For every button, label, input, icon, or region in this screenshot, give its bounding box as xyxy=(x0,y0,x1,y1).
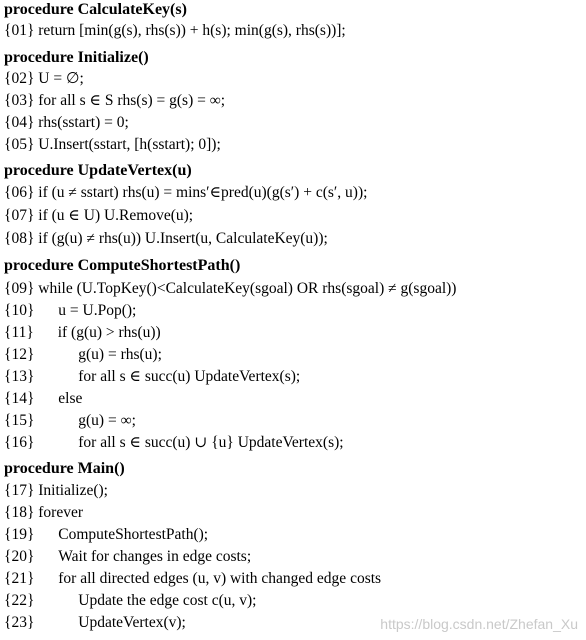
line-number: {14} xyxy=(4,390,35,407)
code-line-11 xyxy=(4,323,586,344)
line-number: {04} xyxy=(4,114,35,131)
line-code: Update the edge cost c(u, v); xyxy=(78,592,257,609)
code-line-10 xyxy=(4,301,586,322)
line-code: for all directed edges (u, v) with changed edge costs xyxy=(58,570,382,587)
line-code: forever xyxy=(38,504,84,521)
line-number: {09} xyxy=(4,280,35,297)
code-line-08 xyxy=(4,229,586,250)
code-line-15 xyxy=(4,411,586,432)
code-line-07 xyxy=(4,206,586,227)
line-number: {03} xyxy=(4,92,35,109)
line-code: U.Insert(sstart, [h(sstart); 0]); xyxy=(38,136,221,153)
line-code: U = ∅; xyxy=(38,70,84,87)
line-code: Initialize(); xyxy=(38,482,108,499)
line-number: {11} xyxy=(4,324,34,341)
line-number: {23} xyxy=(4,614,35,631)
line-number: {10} xyxy=(4,302,35,319)
code-line-14 xyxy=(4,389,586,410)
code-line-05 xyxy=(4,135,586,156)
procedure-keyword: procedure xyxy=(4,49,74,66)
line-number: {05} xyxy=(4,136,35,153)
code-line-19 xyxy=(4,525,586,546)
code-line-16 xyxy=(4,433,586,454)
line-code: while (U.TopKey()<CalculateKey(sgoal) OR rhs(sgoal) ≠ g(sgoal)) xyxy=(38,280,457,297)
code-line-22 xyxy=(4,591,586,612)
line-code: rhs(sstart) = 0; xyxy=(38,114,129,131)
line-code: return [min(g(s), rhs(s)) + h(s); min(g(s), rhs(s))]; xyxy=(38,22,346,39)
line-number: {18} xyxy=(4,504,35,521)
line-code: if (u ≠ sstart) rhs(u) = mins′∈pred(u)(g(s′) + c(s′, u)); xyxy=(38,184,368,201)
procedure-keyword: procedure xyxy=(4,460,74,477)
code-line-06 xyxy=(4,183,586,204)
code-line-01 xyxy=(4,21,586,42)
line-number: {08} xyxy=(4,230,35,247)
line-code: else xyxy=(58,390,83,407)
line-code: Wait for changes in edge costs; xyxy=(58,548,252,565)
procedure-header-calculatekey xyxy=(4,0,586,21)
line-number: {01} xyxy=(4,22,35,39)
line-number: {15} xyxy=(4,412,35,429)
procedure-header-computeshortestpath xyxy=(4,256,586,277)
line-number: {17} xyxy=(4,482,35,499)
procedure-header-initialize xyxy=(4,48,586,69)
procedure-name: ComputeShortestPath() xyxy=(77,257,241,274)
procedure-name: Initialize() xyxy=(77,49,149,66)
line-code: UpdateVertex(v); xyxy=(78,614,186,631)
code-line-03 xyxy=(4,91,586,112)
code-line-20 xyxy=(4,547,586,568)
code-line-09 xyxy=(4,279,586,300)
line-number: {21} xyxy=(4,570,35,587)
line-number: {20} xyxy=(4,548,35,565)
code-line-12 xyxy=(4,345,586,366)
procedure-name: CalculateKey(s) xyxy=(77,1,187,18)
line-code: for all s ∈ succ(u) UpdateVertex(s); xyxy=(78,368,301,385)
procedure-keyword: procedure xyxy=(4,257,74,274)
procedure-keyword: procedure xyxy=(4,1,74,18)
line-number: {12} xyxy=(4,346,35,363)
line-number: {16} xyxy=(4,434,35,451)
line-number: {22} xyxy=(4,592,35,609)
line-code: for all s ∈ S rhs(s) = g(s) = ∞; xyxy=(38,92,226,109)
line-code: g(u) = rhs(u); xyxy=(78,346,162,363)
line-code: for all s ∈ succ(u) ∪ {u} UpdateVertex(s); xyxy=(78,434,344,451)
watermark-url: https://blog.csdn.net/Zhefan_Xu xyxy=(380,616,578,632)
line-number: {06} xyxy=(4,184,35,201)
line-number: {07} xyxy=(4,207,35,224)
line-number: {02} xyxy=(4,70,35,87)
line-number: {19} xyxy=(4,526,35,543)
procedure-keyword: procedure xyxy=(4,162,74,179)
code-line-13 xyxy=(4,367,586,388)
procedure-header-updatevertex xyxy=(4,161,586,182)
line-number: {13} xyxy=(4,368,35,385)
code-line-04 xyxy=(4,113,586,134)
procedure-name: UpdateVertex(u) xyxy=(77,162,192,179)
code-line-21 xyxy=(4,569,586,590)
line-code: if (u ∈ U) U.Remove(u); xyxy=(38,207,194,224)
line-code: g(u) = ∞; xyxy=(78,412,136,429)
line-code: u = U.Pop(); xyxy=(58,302,137,319)
code-line-18 xyxy=(4,503,586,524)
code-line-02 xyxy=(4,69,586,90)
line-code: if (g(u) > rhs(u)) xyxy=(57,324,161,341)
code-line-17 xyxy=(4,481,586,502)
procedure-header-main xyxy=(4,459,586,480)
line-code: if (g(u) ≠ rhs(u)) U.Insert(u, CalculateKey(u)); xyxy=(38,230,328,247)
line-code: ComputeShortestPath(); xyxy=(58,526,209,543)
procedure-name: Main() xyxy=(77,460,125,477)
